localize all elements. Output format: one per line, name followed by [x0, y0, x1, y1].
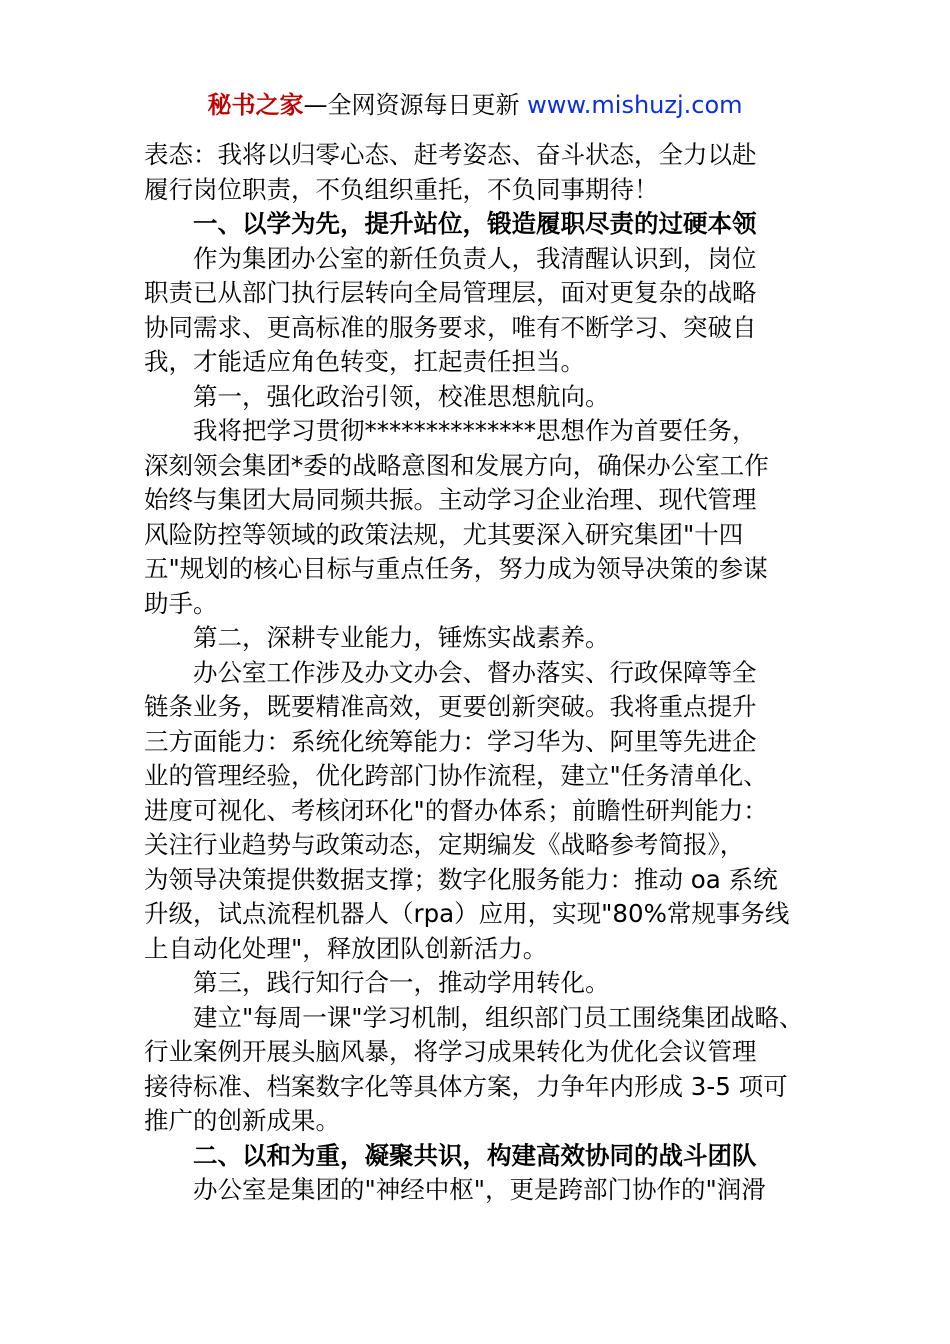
text-line: 第三，践行知行合一，推动学用转化。 — [193, 968, 610, 997]
text-line: 进度可视化、考核闭环化"的督办体系；前瞻性研判能力： — [144, 795, 768, 825]
text-line: 办公室是集团的"神经中枢"，更是跨部门协作的"润滑 — [193, 1175, 766, 1204]
text-line: 协同需求、更高标准的服务要求，唯有不断学习、突破自 — [144, 312, 757, 342]
text-line: 始终与集团大局同频共振。主动学习企业治理、现代管理 — [144, 485, 757, 514]
text-line: 推广的创新成果。 — [144, 1106, 340, 1135]
section-heading: 二、以和为重，凝聚共识，构建高效协同的战斗团队 — [193, 1140, 757, 1170]
text-line: 助手。 — [144, 588, 218, 618]
text-line: 风险防控等领域的政策法规，尤其要深入研究集团"十四 — [144, 519, 744, 549]
text-line: 建立"每周一课"学习机制，组织部门员工围绕集团战略、 — [193, 1002, 804, 1032]
text-line: 作为集团办公室的新任负责人，我清醒认识到，岗位 — [193, 243, 757, 273]
text-line: 上自动化处理"，释放团队创新活力。 — [144, 933, 548, 963]
text-line: 第一，强化政治引领，校准思想航向。 — [193, 381, 610, 411]
text-line: 升级，试点流程机器人（rpa）应用，实现"80%常规事务线 — [144, 899, 790, 928]
text-line: 五"规划的核心目标与重点任务，努力成为领导决策的参谋 — [144, 554, 768, 583]
header-tagline: —全网资源每日更新 — [303, 91, 528, 119]
text-line: 职责已从部门执行层转向全局管理层，面对更复杂的战略 — [144, 278, 757, 307]
text-line: 接待标准、档案数字化等具体方案，力争年内形成 3-5 项可 — [144, 1071, 788, 1101]
text-line: 业的管理经验，优化跨部门协作流程，建立"任务清单化、 — [144, 761, 768, 790]
site-url[interactable]: www.mishuzj.com — [527, 91, 743, 119]
text-line: 为领导决策提供数据支撑；数字化服务能力：推动 oa 系统 — [144, 864, 778, 894]
text-line: 关注行业趋势与政策动态，定期编发《战略参考简报》， — [144, 830, 745, 859]
section-heading: 一、以学为先，提升站位，锻造履职尽责的过硬本领 — [193, 209, 757, 238]
text-line: 我将把学习贯彻**************思想作为首要任务， — [193, 416, 757, 445]
text-line: 第二，深耕专业能力，锤炼实战素养。 — [193, 623, 610, 652]
text-line: 三方面能力：系统化统筹能力：学习华为、阿里等先进企 — [144, 726, 757, 756]
text-line: 表态：我将以归零心态、赶考姿态、奋斗状态，全力以赴 — [144, 140, 757, 169]
document-body — [144, 138, 814, 1208]
text-line: 我，才能适应角色转变，扛起责任担当。 — [144, 347, 585, 376]
text-line: 行业案例开展头脑风暴，将学习成果转化为优化会议管理 — [144, 1037, 757, 1066]
text-line: 履行岗位职责，不负组织重托，不负同事期待！ — [144, 174, 659, 204]
text-line: 深刻领会集团*委的战略意图和发展方向，确保办公室工作 — [144, 450, 769, 480]
text-line: 链条业务，既要精准高效，更要创新突破。我将重点提升 — [144, 692, 757, 721]
brand-name: 秘书之家 — [207, 91, 304, 119]
site-header — [0, 88, 950, 122]
text-line: 办公室工作涉及办文办会、督办落实、行政保障等全 — [193, 657, 757, 687]
